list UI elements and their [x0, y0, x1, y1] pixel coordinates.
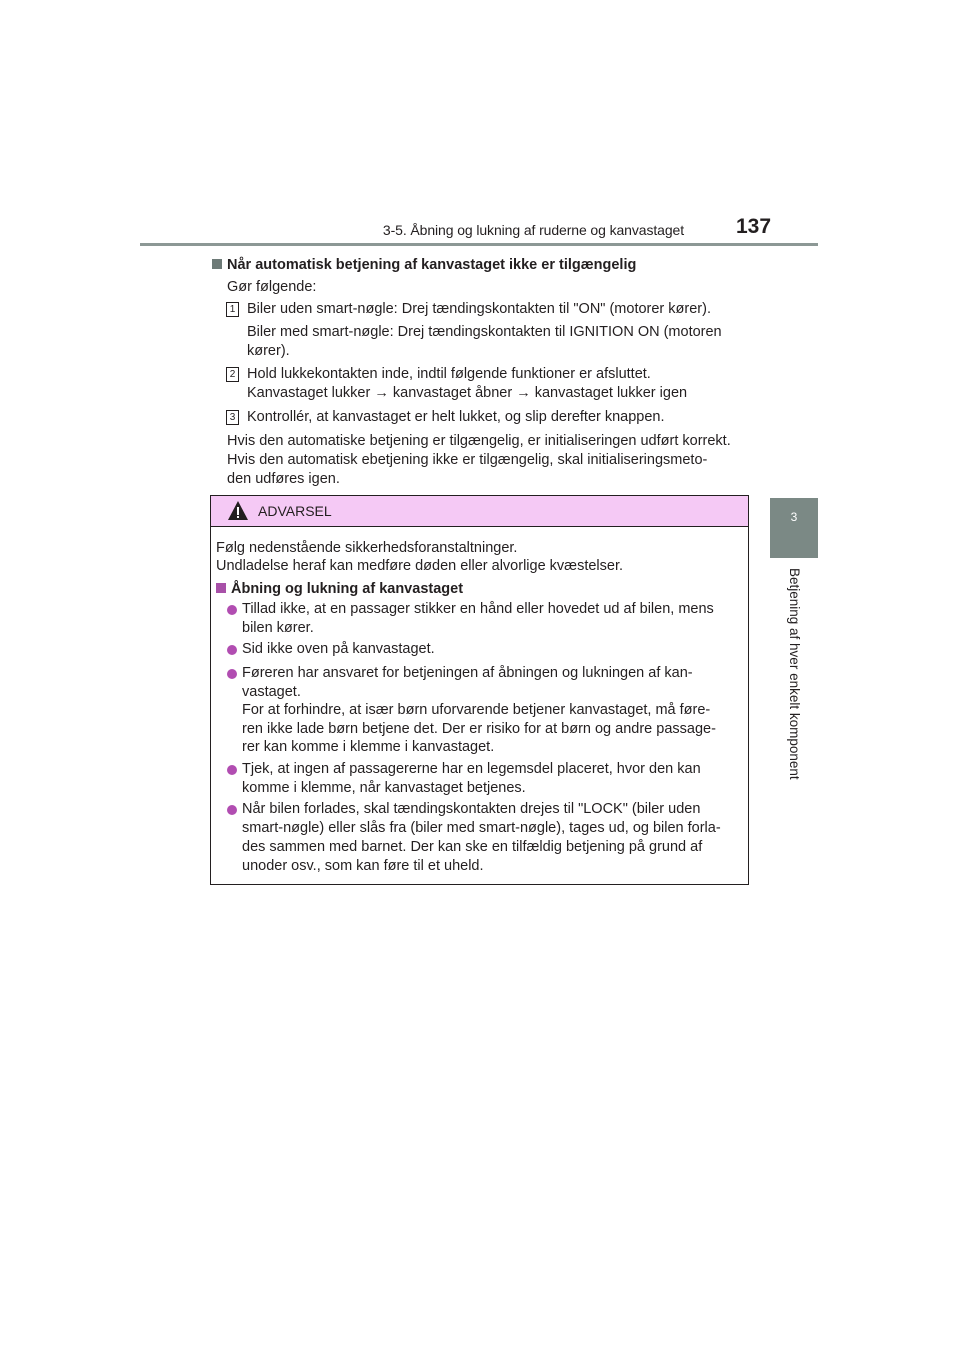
bullet-line: komme i klemme, når kanvastaget betjenes. [242, 780, 526, 796]
step-line: Biler med smart-nøgle: Drej tændingskontakten til IGNITION ON (motoren [247, 324, 722, 340]
bullet-line: Føreren har ansvaret for betjeningen af åbningen og lukningen af kan- [242, 665, 693, 681]
bullet-line: ren ikke lade børn betjene det. Der er risiko for at børn og andre passage- [242, 721, 716, 737]
bullet-line: Når bilen forlades, skal tændingskontakten drejes til "LOCK" (biler uden [242, 801, 701, 817]
bullet-line: For at forhindre, at især børn uforvarende betjener kanvastaget, må føre- [242, 702, 711, 718]
bullet-dot-icon [227, 765, 237, 775]
section-heading [212, 256, 636, 275]
closing-line: den udføres igen. [227, 471, 340, 487]
step-line: Biler uden smart-nøgle: Drej tændingskontakten til "ON" (motorer kører). [247, 301, 711, 317]
bullet-line: Tillad ikke, at en passager stikker en hånd eller hovedet ud af bilen, mens [242, 601, 714, 617]
bullet-line: vastaget. [242, 684, 301, 700]
warning-title: ADVARSEL [258, 503, 332, 519]
bullet-line: bilen kører. [242, 620, 314, 636]
bullet-line: unoder osv., som kan føre til et uheld. [242, 858, 484, 874]
section-heading-text: Når automatisk betjening af kanvastaget ikke er tilgængelig [227, 257, 637, 273]
warning-subheading-text: Åbning og lukning af kanvastaget [231, 581, 464, 597]
step-number-box: 2 [226, 367, 239, 382]
page-number: 137 [736, 215, 772, 238]
section-title: 3-5. Åbning og lukning af ruderne og kanvastaget [382, 222, 684, 238]
warning-subheading [216, 580, 463, 599]
chapter-tab: 3 [770, 498, 818, 558]
bullet-line: smart-nøgle) eller slås fra (biler med smart-nøgle), tages ud, og bilen forla- [242, 820, 721, 836]
closing-line: Hvis den automatiske betjening er tilgængelig, er initialiseringen udført korrekt. [227, 433, 731, 449]
bullet-line: des sammen med barnet. Der kan ske en tilfældig betjening på grund af [242, 839, 703, 855]
step-line: kører). [247, 343, 290, 359]
bullet-dot-icon [227, 645, 237, 655]
chapter-label-text: Betjening af hver enkelt komponent [787, 568, 802, 780]
step-line: Kanvastaget lukker → kanvastaget åbner → kanvastaget lukker igen [247, 385, 688, 401]
bullet-dot-icon [227, 805, 237, 815]
bullet-dot-icon [227, 605, 237, 615]
square-bullet-icon [212, 259, 222, 269]
step-line: Hold lukkekontakten inde, indtil følgende funktioner er afsluttet. [247, 366, 651, 382]
square-bullet-icon [216, 583, 226, 593]
warning-box [210, 495, 749, 885]
bullet-line: Sid ikke oven på kanvastaget. [242, 641, 435, 657]
closing-line: Hvis den automatisk ebetjening ikke er tilgængelig, skal initialiseringsmeto- [227, 452, 708, 468]
step-line: Kontrollér, at kanvastaget er helt lukket, og slip derefter knappen. [247, 409, 665, 425]
bullet-dot-icon [227, 669, 237, 679]
warning-triangle-icon [227, 500, 249, 521]
warning-intro-line: Følg nedenstående sikkerhedsforanstaltninger. [216, 540, 518, 556]
header-divider [140, 243, 818, 246]
step-number-box: 1 [226, 302, 239, 317]
warning-intro-line: Undladelse heraf kan medføre døden eller alvorlige kvæstelser. [216, 558, 624, 574]
warning-header [211, 496, 748, 527]
bullet-line: Tjek, at ingen af passagererne har en legemsdel placeret, hvor den kan [242, 761, 701, 777]
intro-text: Gør følgende: [227, 279, 317, 295]
bullet-line: rer kan komme i klemme i kanvastaget. [242, 739, 495, 755]
step-number-box: 3 [226, 410, 239, 425]
